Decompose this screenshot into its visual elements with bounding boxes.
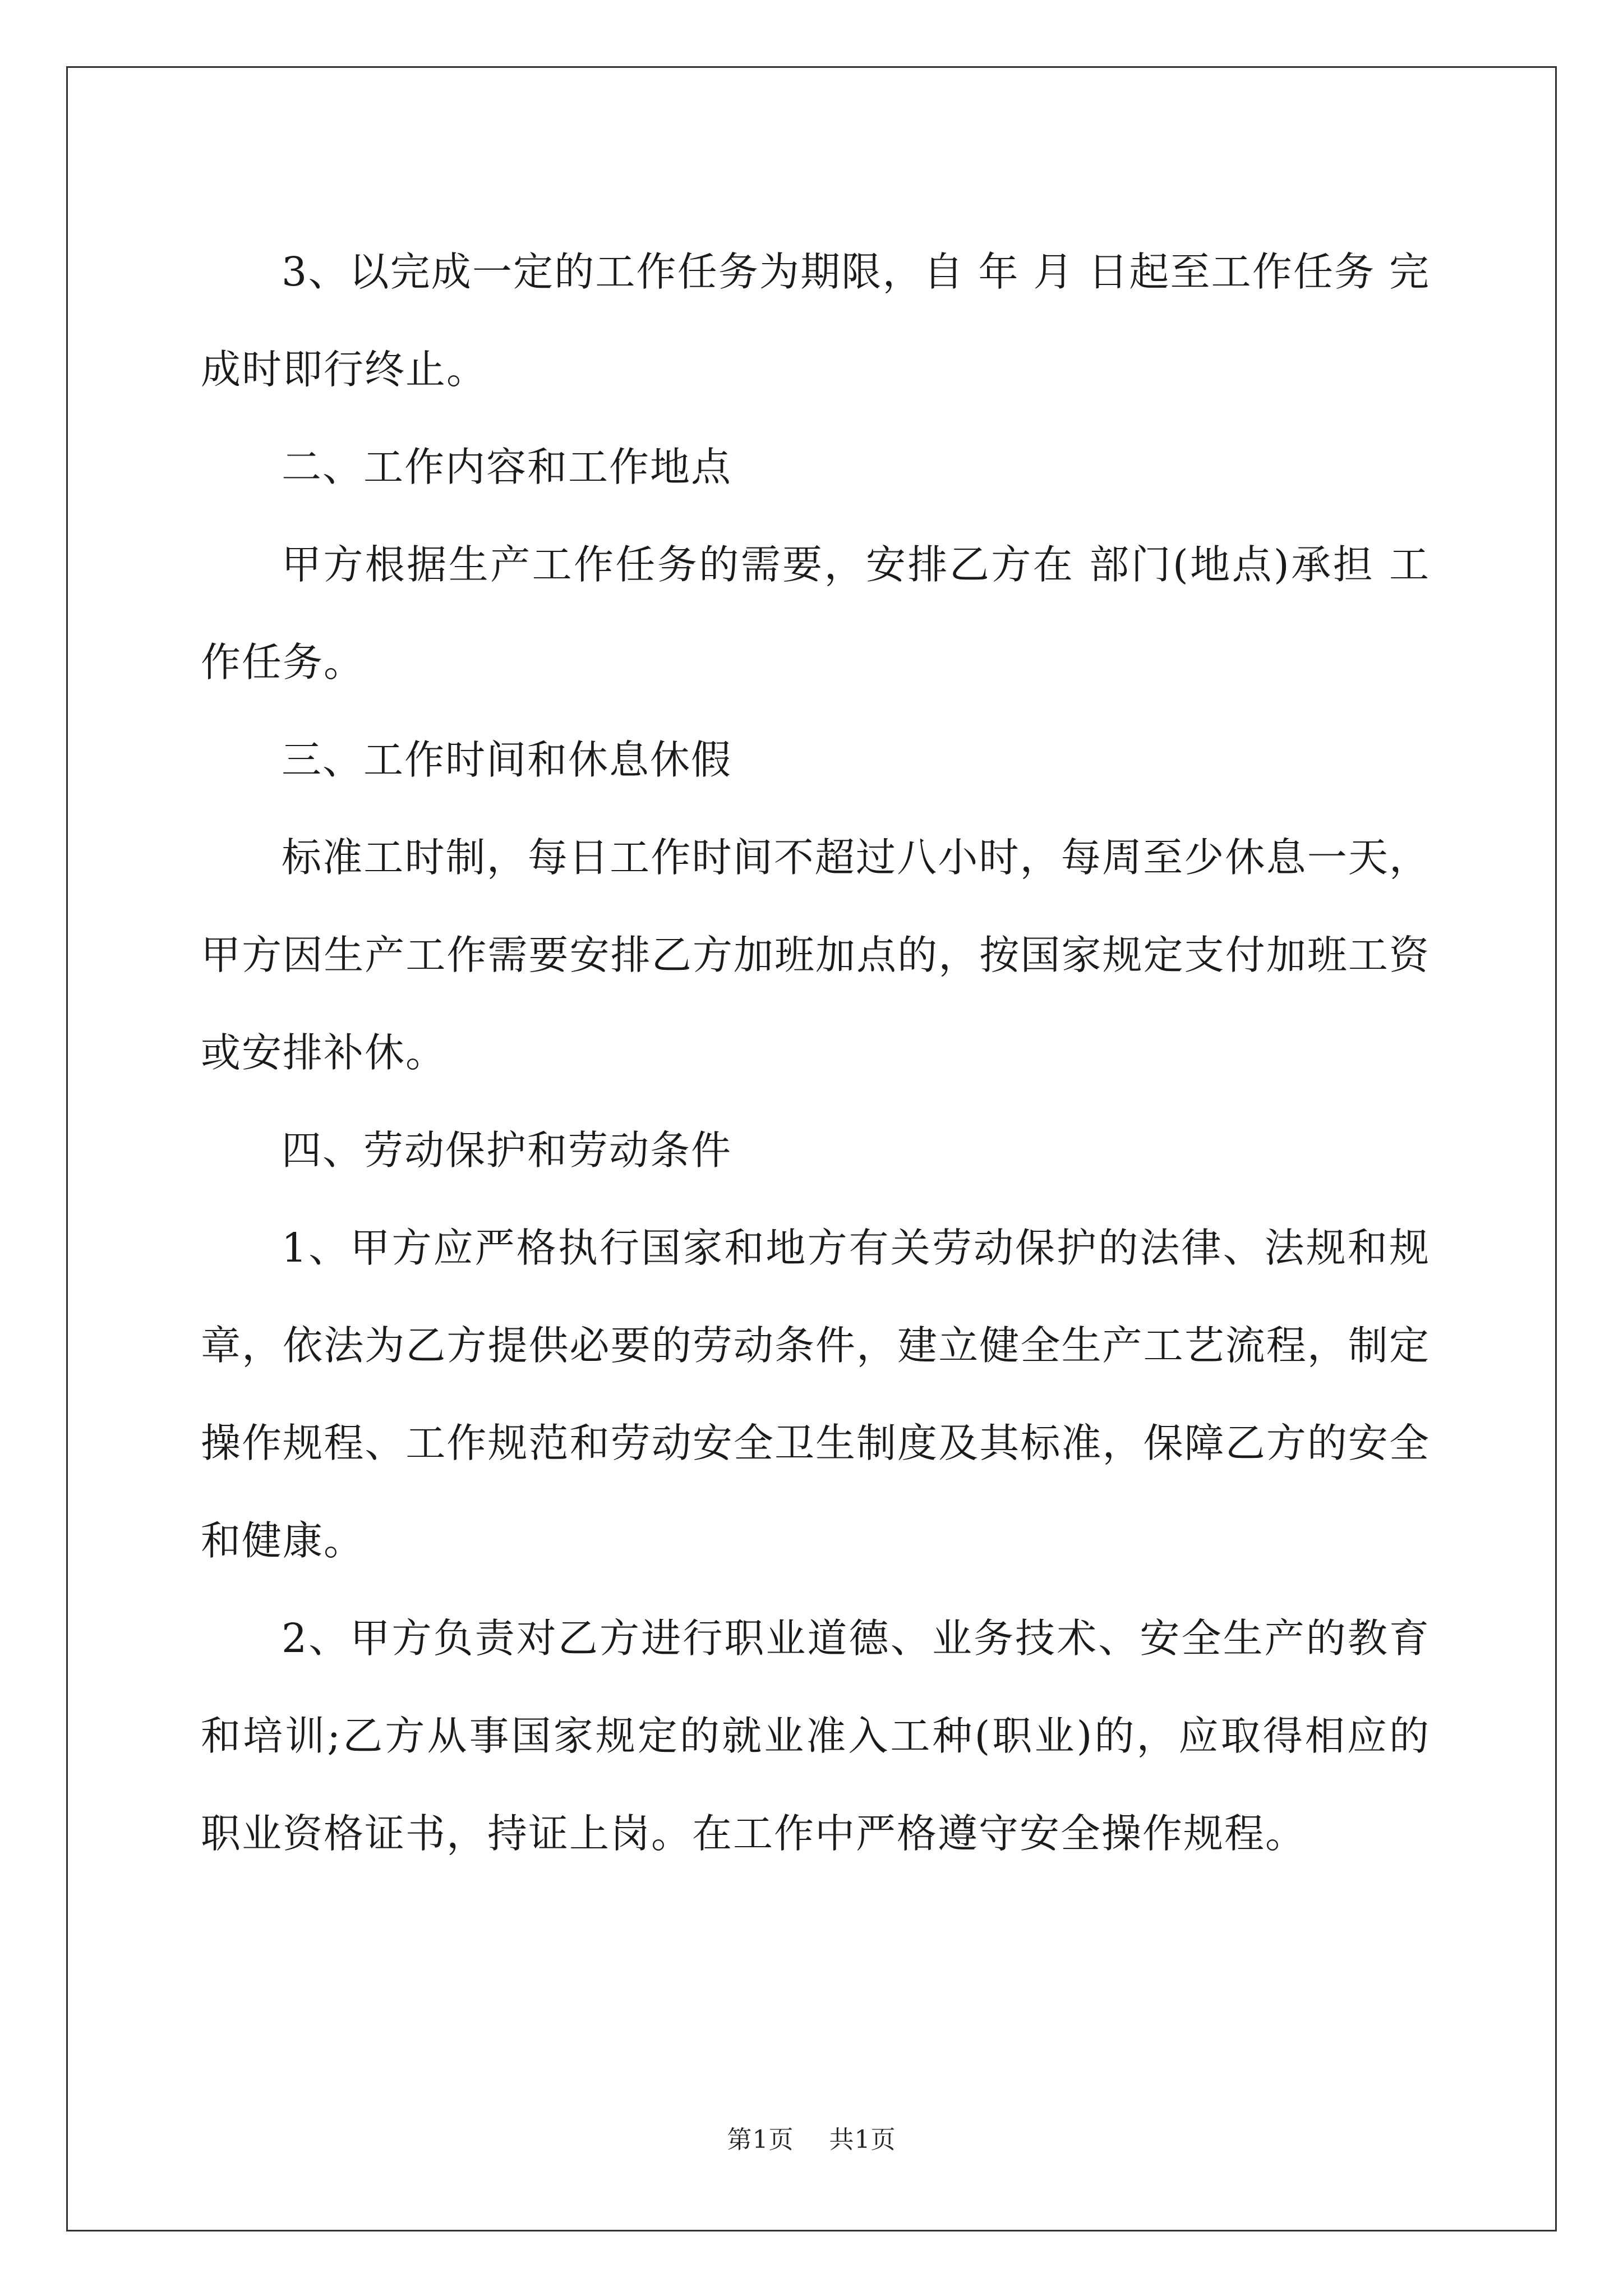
- paragraph-protection-1: 1、甲方应严格执行国家和地方有关劳动保护的法律、法规和规章，依法为乙方提供必要的劳动条件，建立健全生产工艺流程，制定操作规程、工作规范和劳动安全卫生制度及其标准，保障乙方的安全和健康。: [201, 1225, 1430, 1564]
- page-number-total: 共1页: [829, 2125, 896, 2154]
- paragraph-protection-2: 2、甲方负责对乙方进行职业道德、业务技术、安全生产的教育和培训;乙方从事国家规定的就业准入工种(职业)的，应取得相应的职业资格证书，持证上岗。在工作中严格遵守安全操作规程。: [201, 1615, 1430, 1857]
- page-footer: [0, 2119, 1623, 2155]
- page-number-current: 第1页: [727, 2125, 794, 2154]
- paragraph-term-clause-3: 3、以完成一定的工作任务为期限，自 年 月 日起至工作任务 完成时即行终止。: [201, 249, 1430, 393]
- section-heading-2: 二、工作内容和工作地点: [282, 444, 732, 490]
- section-heading-4: 四、劳动保护和劳动条件: [282, 1127, 732, 1174]
- paragraph-working-hours: 标准工时制，每日工作时间不超过八小时，每周至少休息一天，甲方因生产工作需要安排乙方加班加点的，按国家规定支付加班工资或安排补休。: [201, 834, 1430, 1076]
- paragraph-work-content: 甲方根据生产工作任务的需要，安排乙方在 部门(地点)承担 工作任务。: [201, 541, 1430, 685]
- section-heading-3: 三、工作时间和休息休假: [282, 737, 732, 783]
